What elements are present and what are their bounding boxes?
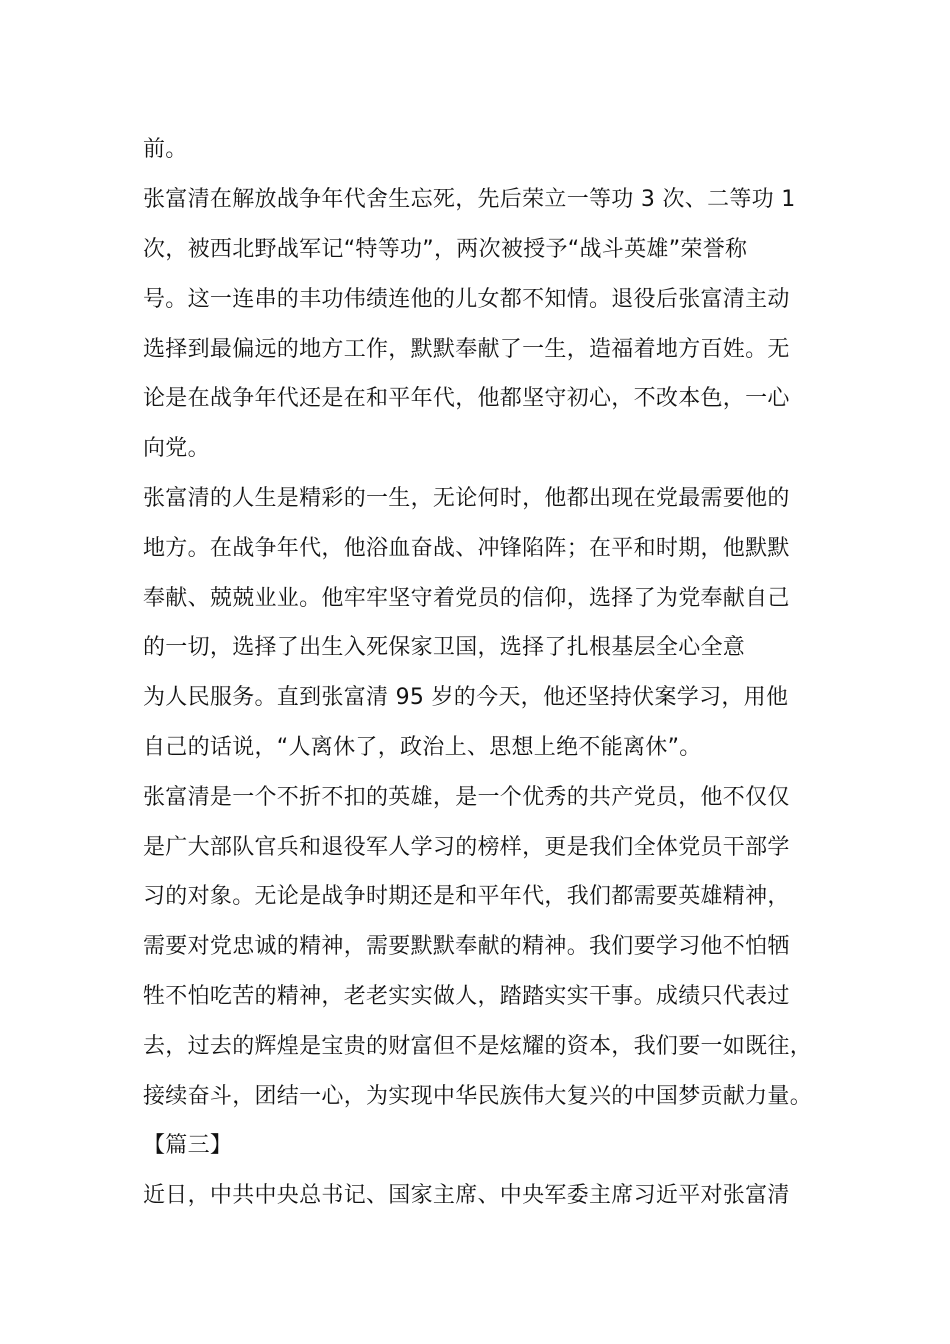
text-line: 接续奋斗，团结一心，为实现中华民族伟大复兴的中国梦贡献力量。 — [143, 1084, 813, 1109]
text-line: 地方。在战争年代，他浴血奋战、冲锋陷阵；在平和时期，他默默 — [143, 536, 790, 561]
text-line: 前。 — [143, 137, 188, 162]
text-line: 习的对象。无论是战争时期还是和平年代，我们都需要英雄精神， — [143, 884, 790, 909]
text-line: 需要对党忠诚的精神，需要默默奉献的精神。我们要学习他不怕牺 — [143, 934, 790, 959]
text-line: 选择到最偏远的地方工作，默默奉献了一生，造福着地方百姓。无 — [143, 337, 790, 362]
text-line: 张富清的人生是精彩的一生，无论何时，他都出现在党最需要他的 — [143, 486, 790, 511]
text-line: 自己的话说，“人离休了，政治上、思想上绝不能离休”。 — [143, 735, 702, 760]
section-heading: 【篇三】 — [143, 1133, 233, 1158]
text-line: 是广大部队官兵和退役军人学习的榜样，更是我们全体党员干部学 — [143, 835, 790, 860]
text-line: 的一切，选择了出生入死保家卫国，选择了扎根基层全心全意 — [143, 635, 746, 660]
text-line: 奉献、兢兢业业。他牢牢坚守着党员的信仰，选择了为党奉献自己 — [143, 586, 790, 611]
text-line: 号。这一连串的丰功伟绩连他的儿女都不知情。退役后张富清主动 — [143, 287, 790, 312]
text-line: 为人民服务。直到张富清 95 岁的今天，他还坚持伏案学习，用他 — [143, 685, 789, 710]
text-line: 近日，中共中央总书记、国家主席、中央军委主席习近平对张富清 — [143, 1183, 790, 1208]
text-line: 张富清在解放战争年代舍生忘死，先后荣立一等功 3 次、二等功 1 — [143, 187, 796, 212]
text-line: 牲不怕吃苦的精神，老老实实做人，踏踏实实干事。成绩只代表过 — [143, 984, 790, 1009]
text-line: 次，被西北野战军记“特等功”，两次被授予“战斗英雄”荣誉称 — [143, 237, 748, 262]
text-line: 张富清是一个不折不扣的英雄，是一个优秀的共产党员，他不仅仅 — [143, 785, 790, 810]
text-line: 去，过去的辉煌是宝贵的财富但不是炫耀的资本，我们要一如既往， — [143, 1034, 813, 1059]
text-line: 论是在战争年代还是在和平年代，他都坚守初心，不改本色，一心 — [143, 386, 790, 411]
text-line: 向党。 — [143, 436, 210, 461]
